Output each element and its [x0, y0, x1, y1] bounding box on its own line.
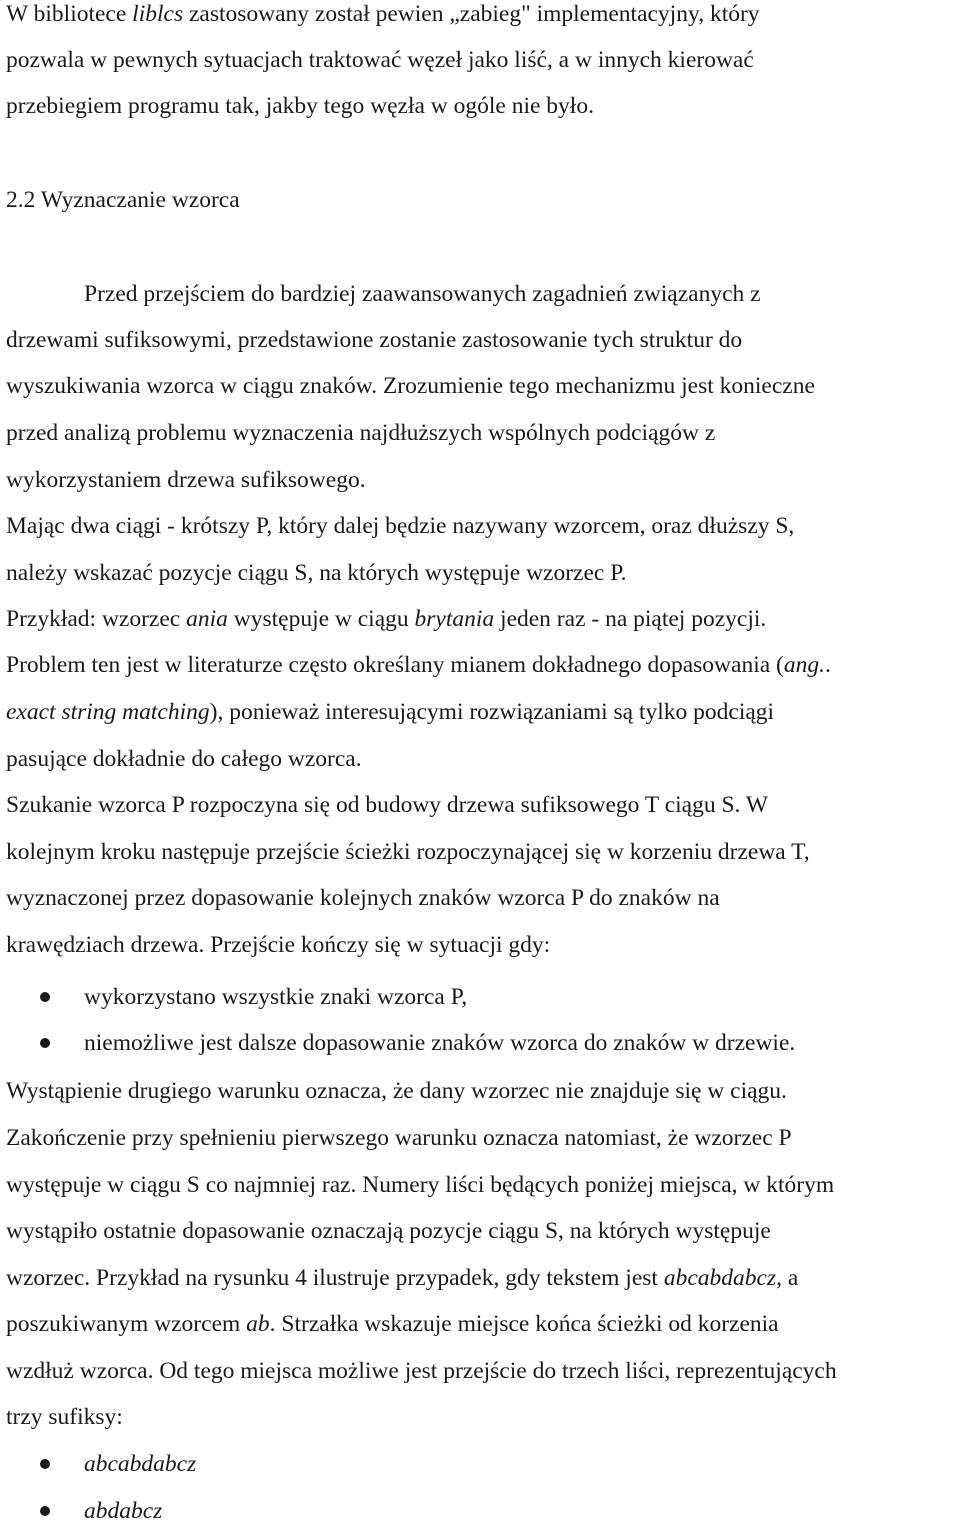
text-line: wzdłuż wzorca. Od tego miejsca możliwe jest przejście do trzech liści, reprezentujących — [6, 1358, 837, 1384]
italic-term: ab — [246, 1311, 270, 1337]
italic-term: abcabdabcz — [84, 1451, 197, 1477]
text-line: Przykład: wzorzec ania występuje w ciągu brytania jeden raz - na piątej pozycji. — [6, 606, 767, 632]
text-line: występuje w ciągu S co najmniej raz. Numery liści będących poniżej miejsca, w którym — [6, 1172, 835, 1198]
text-line: Wystąpienie drugiego warunku oznacza, że dany wzorzec nie znajduje się w ciągu. — [6, 1078, 787, 1104]
text-line: wzorzec. Przykład na rysunku 4 ilustruje przypadek, gdy tekstem jest abcabdabcz, a — [6, 1265, 799, 1291]
list-item: wykorzystano wszystkie znaki wzorca P, — [84, 984, 468, 1010]
italic-term: exact string matching — [6, 699, 210, 725]
text-line: Problem ten jest w literaturze często określany mianem dokładnego dopasowania (ang.. — [6, 652, 831, 678]
text-line: exact string matching), ponieważ interesującymi rozwiązaniami są tylko podciągi — [6, 699, 775, 725]
text-line: pasujące dokładnie do całego wzorca. — [6, 746, 362, 772]
list-item — [84, 1450, 196, 1478]
italic-term: liblcs — [132, 1, 184, 27]
text-line: wystąpiło ostatnie dopasowanie oznaczają pozycje ciągu S, na których występuje — [6, 1218, 771, 1244]
text-line: kolejnym kroku następuje przejście ścieżki rozpoczynającej się w korzeniu drzewa T, — [6, 839, 810, 865]
text-line: przebiegiem programu tak, jakby tego węzła w ogóle nie było. — [6, 93, 594, 119]
italic-term: ang. — [783, 652, 825, 678]
bullet-icon — [40, 1459, 50, 1469]
bullet-icon — [40, 1506, 50, 1516]
section-heading: 2.2 Wyznaczanie wzorca — [6, 187, 240, 213]
text-line: poszukiwanym wzorcem ab. Strzałka wskazuje miejsce końca ścieżki od korzenia — [6, 1311, 779, 1337]
text-line: wykorzystaniem drzewa sufiksowego. — [6, 467, 366, 493]
italic-term: abdabcz — [84, 1498, 163, 1524]
list-item: niemożliwe jest dalsze dopasowanie znaków wzorca do znaków w drzewie. — [84, 1030, 796, 1056]
text-line: Zakończenie przy spełnieniu pierwszego warunku oznacza natomiast, że wzorzec P — [6, 1125, 792, 1151]
list-item — [84, 1497, 162, 1525]
bullet-icon — [40, 992, 50, 1002]
text-line: drzewami sufiksowymi, przedstawione zostanie zastosowanie tych struktur do — [6, 327, 743, 353]
text-line: Mając dwa ciągi - krótszy P, który dalej będzie nazywany wzorcem, oraz dłuższy S, — [6, 513, 795, 539]
text-line: przed analizą problemu wyznaczenia najdłuższych wspólnych podciągów z — [6, 420, 716, 446]
text-line: Szukanie wzorca P rozpoczyna się od budowy drzewa sufiksowego T ciągu S. W — [6, 792, 769, 818]
italic-term: abcabdabcz — [663, 1265, 777, 1291]
text-line: trzy sufiksy: — [6, 1404, 123, 1430]
text-line: W bibliotece liblcs zastosowany został pewien „zabieg" implementacyjny, który — [6, 1, 760, 27]
text-line: należy wskazać pozycje ciągu S, na których występuje wzorzec P. — [6, 560, 627, 586]
italic-term: brytania — [414, 606, 495, 632]
text-line: pozwala w pewnych sytuacjach traktować węzeł jako liść, a w innych kierować — [6, 47, 754, 73]
bullet-icon — [40, 1038, 50, 1048]
italic-term: ania — [186, 606, 228, 632]
text-line: krawędziach drzewa. Przejście kończy się w sytuacji gdy: — [6, 932, 551, 958]
text-line: wyszukiwania wzorca w ciągu znaków. Zrozumienie tego mechanizmu jest konieczne — [6, 373, 815, 399]
text-line: Przed przejściem do bardziej zaawansowanych zagadnień związanych z — [84, 281, 761, 307]
text-line: wyznaczonej przez dopasowanie kolejnych znaków wzorca P do znaków na — [6, 885, 720, 911]
